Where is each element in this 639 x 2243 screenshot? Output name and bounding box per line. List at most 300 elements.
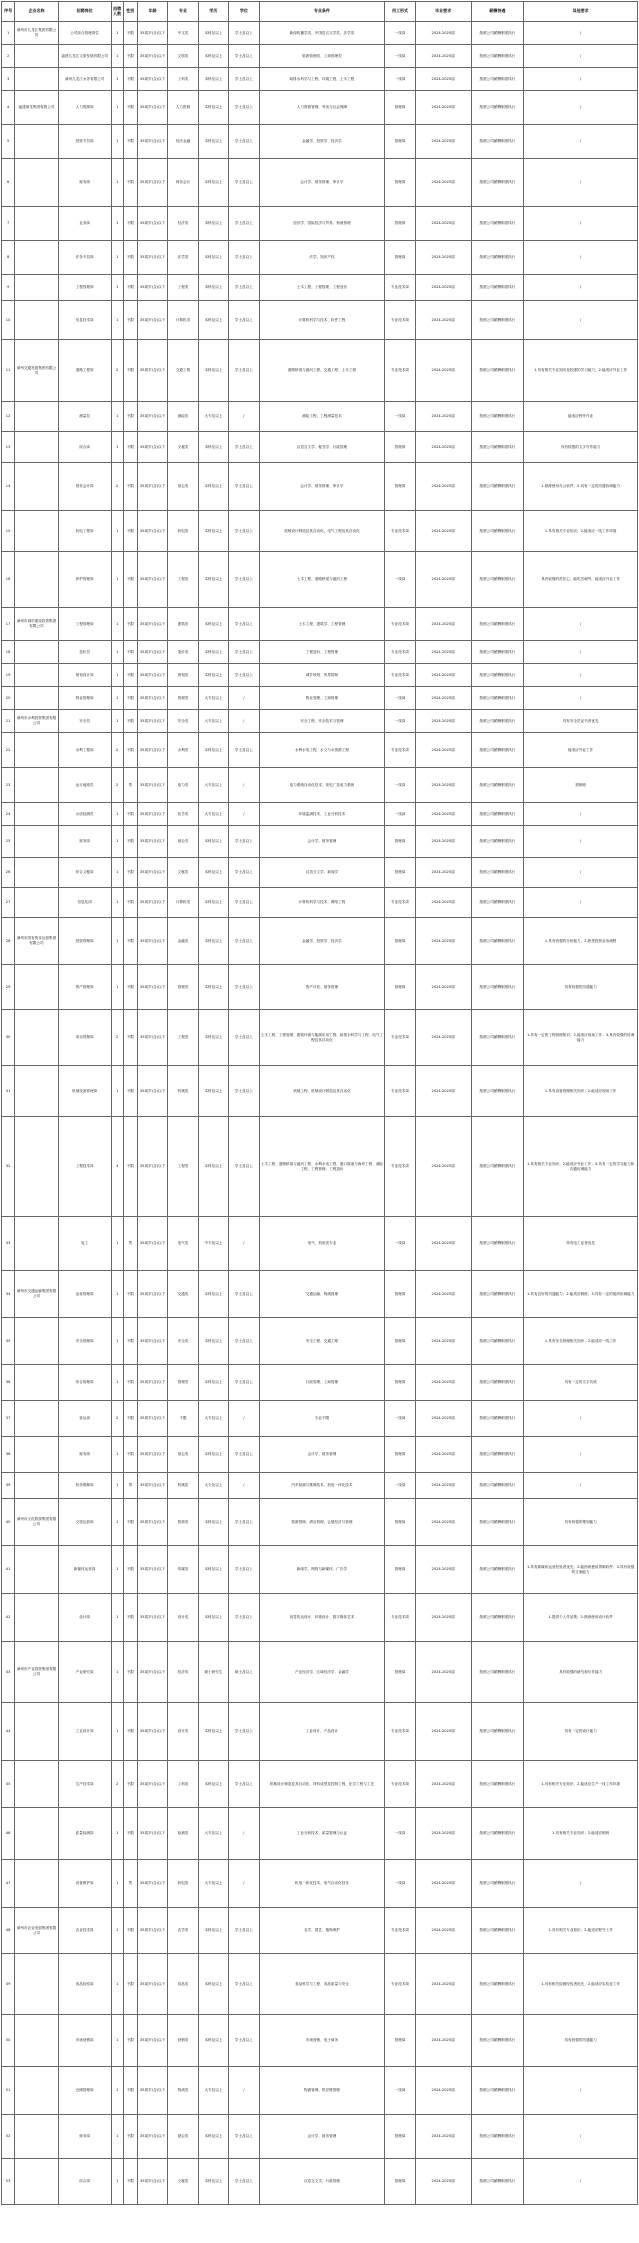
- graduation: 2024-2025届: [415, 1908, 471, 1954]
- major-category: 不限: [168, 1401, 198, 1437]
- headcount: 2: [111, 1401, 123, 1437]
- education: 本科及以上: [198, 1010, 228, 1066]
- degree: 学士及以上: [229, 1365, 259, 1401]
- employment-type: 管理岗: [385, 2159, 415, 2205]
- graduation: 2024-2025届: [415, 241, 471, 275]
- education: 本科及以上: [198, 1117, 228, 1217]
- graduation: 2024-2025届: [415, 1860, 471, 1908]
- major-category: 农学类: [168, 1908, 198, 1954]
- employment-type: 一线岗: [385, 710, 415, 733]
- company-name: [15, 2015, 59, 2067]
- age-limit: 35周岁(含)以下: [137, 1437, 167, 1473]
- post-name: 人力资源岗: [58, 91, 111, 125]
- age-limit: 35周岁(含)以下: [137, 965, 167, 1010]
- salary: 按照公司薪酬制度执行: [471, 340, 524, 402]
- company-name: 漳州市城市建设投资集团有限公司: [15, 608, 59, 641]
- graduation: 2024-2025届: [415, 1401, 471, 1437]
- degree: 学士及以上: [229, 2115, 259, 2159]
- major-category: 水利类: [168, 733, 198, 768]
- graduation: 2024-2025届: [415, 1217, 471, 1271]
- row-number: 46: [2, 1808, 15, 1860]
- major-requirement: 工业设计、产品设计: [259, 1703, 385, 1761]
- major-requirement: 金融学、投资学、经济学: [259, 125, 385, 159]
- age-limit: 35周岁(含)以下: [137, 1642, 167, 1703]
- degree: 学士及以上: [229, 1271, 259, 1318]
- post-name: 业务岗: [58, 207, 111, 241]
- gender: 不限: [123, 664, 137, 687]
- major-requirement: 机械工程、机械设计制造及其自动化: [259, 1066, 385, 1117]
- other-requirements: 1.具有相关专业知识；2.能适应倒班: [524, 1808, 638, 1860]
- major-category: 旅游类: [168, 1499, 198, 1546]
- post-name: 财务会计岗: [58, 463, 111, 511]
- age-limit: 35周岁(含)以下: [137, 340, 167, 402]
- gender: 不限: [123, 1271, 137, 1318]
- age-limit: 35周岁(含)以下: [137, 664, 167, 687]
- other-requirements: 1.具有相关专业知识；2.能适应野外工作: [524, 1908, 638, 1954]
- degree: 学士及以上: [229, 1703, 259, 1761]
- gender: 不限: [123, 858, 137, 888]
- table-row: [2, 1642, 638, 1703]
- salary: 按照公司薪酬制度执行: [471, 2115, 524, 2159]
- education: 大专及以上: [198, 2067, 228, 2115]
- graduation: 2024-2025届: [415, 2067, 471, 2115]
- other-requirements: /: [524, 858, 638, 888]
- table-row: [2, 1954, 638, 2015]
- row-number: 1: [2, 22, 15, 45]
- education: 本科及以上: [198, 511, 228, 552]
- headcount: 1: [111, 918, 123, 965]
- other-requirements: 1.具有相关专业知识；2.能适应外业工作；3.具有一定的学习能力和沟通协调能力: [524, 1117, 638, 1217]
- degree: /: [229, 1401, 259, 1437]
- age-limit: 35周岁(含)以下: [137, 1761, 167, 1808]
- graduation: 2024-2025届: [415, 68, 471, 91]
- post-name: 物业管理岗: [58, 687, 111, 710]
- salary: 按照公司薪酬制度执行: [471, 91, 524, 125]
- post-name: 安全管理岗: [58, 1318, 111, 1365]
- employment-type: 管理岗: [385, 858, 415, 888]
- degree: /: [229, 1217, 259, 1271]
- education: 本科及以上: [198, 68, 228, 91]
- age-limit: 35周岁(含)以下: [137, 1318, 167, 1365]
- employment-type: 一线岗: [385, 402, 415, 432]
- company-name: [15, 1546, 59, 1594]
- post-name: 财务岗: [58, 1437, 111, 1473]
- major-requirement: 物流管理、供应链管理: [259, 2067, 385, 2115]
- row-number: 5: [2, 125, 15, 159]
- age-limit: 35周岁(含)以下: [137, 552, 167, 608]
- company-name: [15, 2067, 59, 2115]
- employment-type: 管理岗: [385, 125, 415, 159]
- employment-type: 专业技术岗: [385, 1066, 415, 1117]
- education: 本科及以上: [198, 1594, 228, 1642]
- gender: 不限: [123, 45, 137, 68]
- other-requirements: 1.具有相关专业知识；2.能适应一线工作环境: [524, 511, 638, 552]
- degree: 学士及以上: [229, 1761, 259, 1808]
- major-requirement: 机械设计制造及其自动化、材料成型及控制工程、化学工程与工艺: [259, 1761, 385, 1808]
- employment-type: 专业技术岗: [385, 608, 415, 641]
- major-requirement: 汉语言文学、秘书学、行政管理: [259, 432, 385, 463]
- gender: 不限: [123, 1808, 137, 1860]
- degree: 学士及以上: [229, 68, 259, 91]
- salary: 按照公司薪酬制度执行: [471, 733, 524, 768]
- gender: 不限: [123, 1703, 137, 1761]
- post-name: 营运岗: [58, 1401, 111, 1437]
- employment-type: 专业技术岗: [385, 733, 415, 768]
- salary: 按照公司薪酬制度执行: [471, 1318, 524, 1365]
- other-requirements: /: [524, 91, 638, 125]
- row-number: 32: [2, 1117, 15, 1217]
- graduation: 2024-2025届: [415, 1437, 471, 1473]
- graduation: 2024-2025届: [415, 858, 471, 888]
- major-category: 测绘类: [168, 402, 198, 432]
- other-requirements: 能适应野外作业: [524, 402, 638, 432]
- graduation: 2024-2025届: [415, 608, 471, 641]
- header-row: [2, 2, 638, 22]
- salary: 按照公司薪酬制度执行: [471, 608, 524, 641]
- gender: 不限: [123, 1908, 137, 1954]
- headcount: 1: [111, 888, 123, 918]
- row-number: 8: [2, 241, 15, 275]
- headcount: 1: [111, 1808, 123, 1860]
- headcount: 1: [111, 2159, 123, 2205]
- headcount: 2: [111, 463, 123, 511]
- company-name: [15, 1318, 59, 1365]
- post-name: 市场营销岗: [58, 2015, 111, 2067]
- salary: 按照公司薪酬制度执行: [471, 1437, 524, 1473]
- degree: 学士及以上: [229, 340, 259, 402]
- major-requirement: 土木工程、工程管理、工程造价: [259, 275, 385, 301]
- employment-type: 专业技术岗: [385, 888, 415, 918]
- age-limit: 35周岁(含)以下: [137, 1499, 167, 1546]
- post-name: 信息化岗: [58, 888, 111, 918]
- company-name: [15, 1401, 59, 1437]
- company-name: [15, 1365, 59, 1401]
- graduation: 2024-2025届: [415, 22, 471, 45]
- education: 本科及以上: [198, 733, 228, 768]
- headcount: 1: [111, 2115, 123, 2159]
- age-limit: 35周岁(含)以下: [137, 125, 167, 159]
- degree: 学士及以上: [229, 91, 259, 125]
- gender: 不限: [123, 1365, 137, 1401]
- row-number: 49: [2, 1954, 15, 2015]
- salary: 按照公司薪酬制度执行: [471, 1499, 524, 1546]
- age-limit: 35周岁(含)以下: [137, 608, 167, 641]
- education: 大专及以上: [198, 687, 228, 710]
- row-number: 25: [2, 826, 15, 858]
- company-name: [15, 207, 59, 241]
- graduation: 2024-2025届: [415, 463, 471, 511]
- major-requirement: 土木工程、建筑学、工程管理: [259, 608, 385, 641]
- table-row: [2, 1546, 638, 1594]
- salary: 按照公司薪酬制度执行: [471, 858, 524, 888]
- major-requirement: 法学、知识产权: [259, 241, 385, 275]
- major-category: 经济类: [168, 207, 198, 241]
- education: 本科及以上: [198, 826, 228, 858]
- major-category: 规划类: [168, 664, 198, 687]
- major-category: 工程类: [168, 1117, 198, 1217]
- post-name: 财务岗: [58, 826, 111, 858]
- row-number: 20: [2, 687, 15, 710]
- employment-type: 管理岗: [385, 159, 415, 207]
- company-name: 漳州市水利投资集团有限公司: [15, 710, 59, 733]
- gender: 不限: [123, 1954, 137, 2015]
- employment-type: 专业技术岗: [385, 511, 415, 552]
- post-name: 运行值班员: [58, 768, 111, 803]
- headcount: 1: [111, 826, 123, 858]
- employment-type: 管理岗: [385, 1365, 415, 1401]
- salary: 按照公司薪酬制度执行: [471, 1808, 524, 1860]
- header-cell: 序号: [2, 2, 15, 22]
- major-requirement: 工程造价、工程管理: [259, 641, 385, 664]
- gender: 不限: [123, 340, 137, 402]
- post-name: 养护管理岗: [58, 552, 111, 608]
- headcount: 1: [111, 1318, 123, 1365]
- company-name: [15, 2159, 59, 2205]
- graduation: 2024-2025届: [415, 402, 471, 432]
- employment-type: 专业技术岗: [385, 1010, 415, 1066]
- major-requirement: 机电一体化技术、电气自动化技术: [259, 1860, 385, 1908]
- company-name: [15, 241, 59, 275]
- age-limit: 35周岁(含)以下: [137, 858, 167, 888]
- post-name: 水利工程岗: [58, 733, 111, 768]
- row-number: 16: [2, 552, 15, 608]
- degree: 学士及以上: [229, 2159, 259, 2205]
- headcount: 1: [111, 803, 123, 826]
- employment-type: 管理岗: [385, 1546, 415, 1594]
- salary: 按照公司薪酬制度执行: [471, 68, 524, 91]
- graduation: 2024-2025届: [415, 1954, 471, 2015]
- gender: 不限: [123, 608, 137, 641]
- table-row: [2, 733, 638, 768]
- age-limit: 35周岁(含)以下: [137, 511, 167, 552]
- table-row: [2, 432, 638, 463]
- education: 本科及以上: [198, 432, 228, 463]
- headcount: 1: [111, 1642, 123, 1703]
- company-name: 福建漳龙集团有限公司: [15, 91, 59, 125]
- table-row: [2, 125, 638, 159]
- major-category: 管理类: [168, 965, 198, 1010]
- age-limit: 35周岁(含)以下: [137, 1594, 167, 1642]
- post-name: 资产管理岗: [58, 965, 111, 1010]
- headcount: 1: [111, 1954, 123, 2015]
- headcount: 1: [111, 91, 123, 125]
- employment-type: 管理岗: [385, 1642, 415, 1703]
- post-name: 法务专员岗: [58, 241, 111, 275]
- employment-type: 管理岗: [385, 463, 415, 511]
- post-name: 文旅运营岗: [58, 1499, 111, 1546]
- company-name: [15, 641, 59, 664]
- major-category: 工科类: [168, 68, 198, 91]
- major-requirement: 旅游管理、酒店管理、会展经济与管理: [259, 1499, 385, 1546]
- education: 大专及以上: [198, 1860, 228, 1908]
- table-row: [2, 1066, 638, 1117]
- age-limit: 35周岁(含)以下: [137, 2067, 167, 2115]
- row-number: 4: [2, 91, 15, 125]
- table-row: [2, 1703, 638, 1761]
- table-row: [2, 463, 638, 511]
- degree: 学士及以上: [229, 22, 259, 45]
- major-category: 安全类: [168, 710, 198, 733]
- major-requirement: 旅游管理类、工商管理类: [259, 45, 385, 68]
- degree: 学士及以上: [229, 125, 259, 159]
- headcount: 1: [111, 641, 123, 664]
- age-limit: 35周岁(含)以下: [137, 1808, 167, 1860]
- header-cell: 专业: [168, 2, 198, 22]
- post-name: 产业研究岗: [58, 1642, 111, 1703]
- age-limit: 35周岁(含)以下: [137, 275, 167, 301]
- graduation: 2024-2025届: [415, 1318, 471, 1365]
- post-name: 农业技术岗: [58, 1908, 111, 1954]
- major-requirement: 安全工程、安全技术与管理: [259, 710, 385, 733]
- table-row: [2, 2159, 638, 2205]
- salary: 按照公司薪酬制度执行: [471, 432, 524, 463]
- table-row: [2, 1499, 638, 1546]
- post-name: 运营管理岗: [58, 1271, 111, 1318]
- graduation: 2024-2025届: [415, 159, 471, 207]
- other-requirements: /: [524, 803, 638, 826]
- company-name: [15, 511, 59, 552]
- headcount: 1: [111, 22, 123, 45]
- post-name: 安全员: [58, 710, 111, 733]
- degree: 学士及以上: [229, 918, 259, 965]
- salary: 按照公司薪酬制度执行: [471, 207, 524, 241]
- salary: 按照公司薪酬制度执行: [471, 768, 524, 803]
- salary: 按照公司薪酬制度执行: [471, 1594, 524, 1642]
- company-name: [15, 1217, 59, 1271]
- table-row: [2, 1117, 638, 1217]
- table-row: [2, 710, 638, 733]
- education: 本科及以上: [198, 340, 228, 402]
- table-row: [2, 1908, 638, 1954]
- headcount: 1: [111, 301, 123, 340]
- salary: 按照公司薪酬制度执行: [471, 1546, 524, 1594]
- education: 本科及以上: [198, 888, 228, 918]
- gender: 不限: [123, 1318, 137, 1365]
- salary: 按照公司薪酬制度执行: [471, 826, 524, 858]
- major-category: 法学类: [168, 241, 198, 275]
- row-number: 2: [2, 45, 15, 68]
- degree: 学士及以上: [229, 641, 259, 664]
- other-requirements: /: [524, 301, 638, 340]
- post-name: 投资专员岗: [58, 125, 111, 159]
- degree: 学士及以上: [229, 664, 259, 687]
- age-limit: 35周岁(含)以下: [137, 1010, 167, 1066]
- major-category: 检测类: [168, 1808, 198, 1860]
- age-limit: 35周岁(含)以下: [137, 241, 167, 275]
- table-row: [2, 340, 638, 402]
- table-row: [2, 1010, 638, 1066]
- header-cell: 其他要求: [524, 2, 638, 22]
- gender: 不限: [123, 402, 137, 432]
- other-requirements: 具有较强的沟通能力: [524, 2015, 638, 2067]
- other-requirements: 具有较强的责任心，能吃苦耐劳，能适应外业工作: [524, 552, 638, 608]
- headcount: 3: [111, 1117, 123, 1217]
- education: 本科及以上: [198, 1761, 228, 1808]
- employment-type: 专业技术岗: [385, 275, 415, 301]
- major-category: 电力类: [168, 768, 198, 803]
- row-number: 26: [2, 858, 15, 888]
- gender: 不限: [123, 68, 137, 91]
- degree: /: [229, 402, 259, 432]
- employment-type: 一线岗: [385, 768, 415, 803]
- other-requirements: 持有电工证者优先: [524, 1217, 638, 1271]
- gender: 不限: [123, 2067, 137, 2115]
- education: 本科及以上: [198, 1908, 228, 1954]
- header-cell: 招聘人数: [111, 2, 123, 22]
- employment-type: 管理岗: [385, 2015, 415, 2067]
- headcount: 1: [111, 1437, 123, 1473]
- major-requirement: 环境监测技术、工业分析技术: [259, 803, 385, 826]
- other-requirements: 具有较强的研究和写作能力: [524, 1642, 638, 1703]
- salary: 按照公司薪酬制度执行: [471, 1703, 524, 1761]
- row-number: 35: [2, 1318, 15, 1365]
- major-category: 管理类: [168, 687, 198, 710]
- other-requirements: /: [524, 664, 638, 687]
- major-category: 建筑类: [168, 608, 198, 641]
- company-name: [15, 2115, 59, 2159]
- major-requirement: 计算机科学与技术、网络工程: [259, 888, 385, 918]
- post-name: 信息技术岗: [58, 301, 111, 340]
- row-number: 48: [2, 1908, 15, 1954]
- major-requirement: 汽车检测与维修技术、机电一体化技术: [259, 1473, 385, 1499]
- age-limit: 35周岁(含)以下: [137, 463, 167, 511]
- company-name: 漳州市交通运输集团有限公司: [15, 1271, 59, 1318]
- company-name: 漳州市国有资本运营集团有限公司: [15, 918, 59, 965]
- post-name: 测量员: [58, 402, 111, 432]
- employment-type: 一线岗: [385, 803, 415, 826]
- age-limit: 35周岁(含)以下: [137, 1954, 167, 2015]
- table-row: [2, 1761, 638, 1808]
- table-row: [2, 1437, 638, 1473]
- employment-type: 管理岗: [385, 432, 415, 463]
- header-cell: 年龄: [137, 2, 167, 22]
- degree: 学士及以上: [229, 207, 259, 241]
- table-row: [2, 91, 638, 125]
- major-requirement: 视觉传达设计、环境设计、数字媒体艺术: [259, 1594, 385, 1642]
- salary: 按照公司薪酬制度执行: [471, 301, 524, 340]
- major-requirement: 新闻传播学类、中国语言文学类、法学类: [259, 22, 385, 45]
- major-category: 机械类: [168, 1066, 198, 1117]
- gender: 不限: [123, 463, 137, 511]
- gender: 不限: [123, 1010, 137, 1066]
- age-limit: 35周岁(含)以下: [137, 1066, 167, 1117]
- row-number: 40: [2, 1499, 15, 1546]
- major-category: 机电类: [168, 511, 198, 552]
- table-row: [2, 275, 638, 301]
- age-limit: 35周岁(含)以下: [137, 641, 167, 664]
- major-category: 机电类: [168, 1860, 198, 1908]
- major-category: 工程类: [168, 275, 198, 301]
- gender: 不限: [123, 1761, 137, 1808]
- education: 本科及以上: [198, 22, 228, 45]
- gender: 男: [123, 768, 137, 803]
- header-cell: 企业名称: [15, 2, 59, 22]
- headcount: 1: [111, 1473, 123, 1499]
- company-name: 漳州市产业投资集团有限公司: [15, 1642, 59, 1703]
- degree: 学士及以上: [229, 733, 259, 768]
- employment-type: 专业技术岗: [385, 340, 415, 402]
- major-category: 经济金融: [168, 125, 198, 159]
- age-limit: 35周岁(含)以下: [137, 2159, 167, 2205]
- education: 大专及以上: [198, 710, 228, 733]
- other-requirements: /: [524, 1401, 638, 1437]
- row-number: 12: [2, 402, 15, 432]
- headcount: 1: [111, 1217, 123, 1271]
- major-requirement: 汉语言文学、行政管理: [259, 2159, 385, 2205]
- other-requirements: /: [524, 207, 638, 241]
- major-category: 设计类: [168, 1594, 198, 1642]
- salary: 按照公司薪酬制度执行: [471, 1010, 524, 1066]
